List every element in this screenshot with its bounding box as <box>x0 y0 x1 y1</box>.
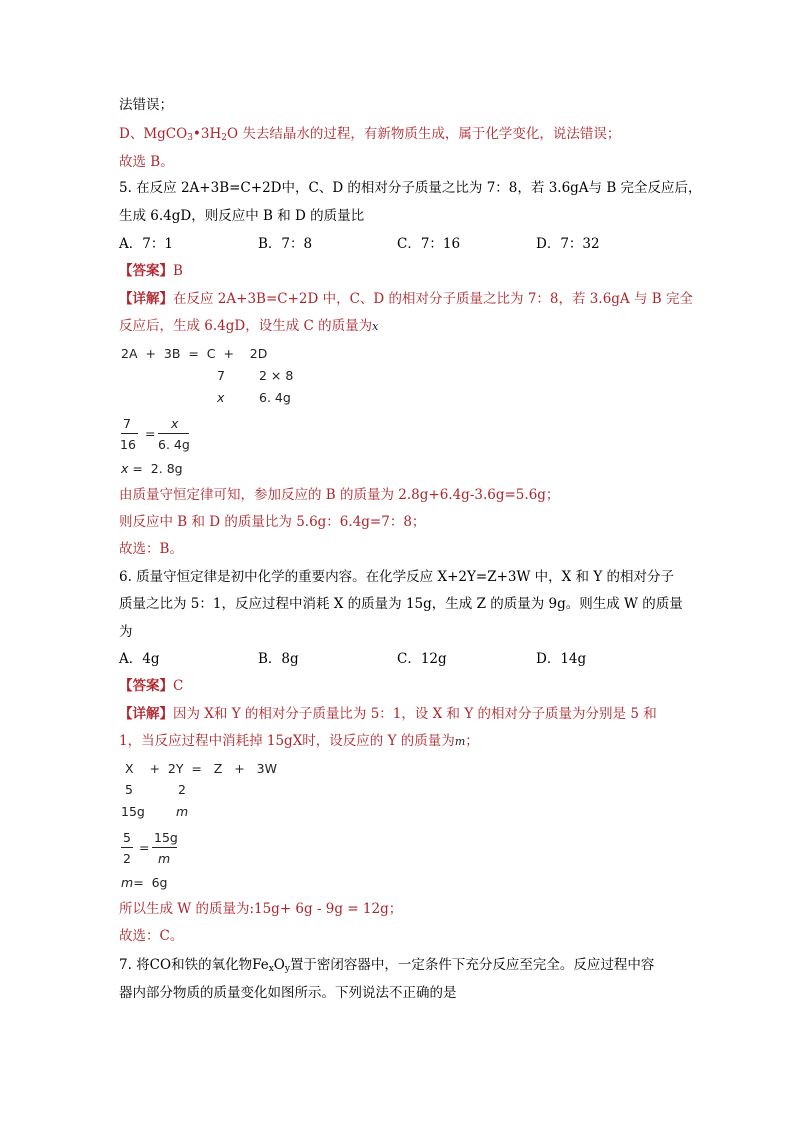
q5-result <box>121 460 183 478</box>
intro-line-2-sub2: 2 <box>221 133 227 143</box>
q6-fraction-right-num: 15g <box>154 830 178 845</box>
q7-stem-sub-x: x <box>268 964 274 974</box>
q5-option-b: B．7：8 <box>258 236 313 252</box>
q7-stem-line-1 <box>119 955 654 979</box>
intro-line-3: 故选 B。 <box>119 154 174 170</box>
q5-fraction-left-num: 7 <box>123 416 131 431</box>
q5-equation-row-2a: 7 <box>217 368 225 383</box>
intro-line-2-b: •3H <box>192 126 222 142</box>
q6-analysis-text-1: 因为 X和 Y 的相对分子质量比为 5：1，设 X 和 Y 的相对分子质量为分别是 5 和 <box>173 706 657 722</box>
q5-answer <box>119 261 183 281</box>
q6-fraction-equals: = <box>139 840 150 855</box>
q6-stem-line-1: 6. 质量守恒定律是初中化学的重要内容。在化学反应 X+2Y=Z+3W 中，X 和 Y 的相对分子 <box>119 569 675 585</box>
q6-result <box>121 874 168 892</box>
q5-equation-row-3a: x <box>217 390 225 405</box>
q6-equation-row-2a: 5 <box>125 782 133 797</box>
q5-result-value: = 2. 8g <box>128 461 183 476</box>
q6-equation-row-2b: 2 <box>178 782 186 797</box>
q6-conclusion-2: 故选：C。 <box>119 928 184 944</box>
q5-fraction-right-den: 6. 4g <box>158 437 190 452</box>
q5-option-c: C．7：16 <box>397 236 461 252</box>
q6-stem-line-3: 为 <box>119 624 133 640</box>
q6-analysis-end: ； <box>465 733 479 749</box>
q6-analysis-text-2: 1，当反应过程中消耗掉 15gX时，设反应的 Y 的质量为 <box>119 733 455 749</box>
q6-analysis-var: m <box>454 735 466 748</box>
q5-analysis-line-2 <box>119 316 378 337</box>
intro-line-2-a: D、MgCO <box>119 126 188 142</box>
intro-line-2-sub1: 3 <box>187 133 193 143</box>
q7-stem-1b: O <box>273 957 285 973</box>
q6-option-a: A．4g <box>119 651 160 667</box>
q7-stem-line-2: 器内部分物质的质量变化如图所示。下列说法不正确的是 <box>119 985 457 1001</box>
q6-fraction-left-num: 5 <box>123 830 131 845</box>
q5-conclusion-2: 则反应中 B 和 D 的质量比为 5.6g：6.4g=7：8； <box>119 514 426 530</box>
q6-equation-row-3b: m <box>176 804 189 819</box>
q5-equation-row-3b: 6. 4g <box>259 390 291 405</box>
q6-analysis-line-1 <box>119 704 657 724</box>
q5-analysis-tag: 【详解】 <box>119 291 173 307</box>
q6-analysis-tag: 【详解】 <box>119 706 173 722</box>
q5-fraction-right-num: x <box>171 416 179 431</box>
q6-result-value: = 6g <box>133 875 168 890</box>
q6-equation-row-1: X + 2Y = Z + 3W <box>125 761 277 776</box>
q5-result-var: x <box>121 461 129 476</box>
q6-fraction-left-den: 2 <box>123 851 131 866</box>
q5-stem-line-2: 生成 6.4gD，则反应中 B 和 D 的质量比 <box>119 208 365 224</box>
q6-option-b: B．8g <box>258 651 299 667</box>
q7-stem-1a: 7. 将CO和铁的氧化物Fe <box>119 957 269 973</box>
q5-analysis-var: x <box>372 320 379 333</box>
q6-analysis-line-2 <box>119 731 479 752</box>
q6-answer <box>119 676 183 696</box>
intro-line-2-c: O 失去结晶水的过程，有新物质生成，属于化学变化，说法错误； <box>226 126 621 142</box>
q6-result-var: m <box>121 875 134 890</box>
q6-equation-row-3a: 15g <box>121 804 145 819</box>
q5-option-d: D．7：32 <box>536 236 600 252</box>
q5-option-a: A．7：1 <box>119 236 173 252</box>
q6-option-d: D．14g <box>536 651 587 667</box>
q5-answer-tag: 【答案】 <box>119 263 173 279</box>
q5-answer-value: B <box>173 263 183 279</box>
intro-line-2 <box>119 124 620 148</box>
q6-stem-line-2: 质量之比为 5：1，反应过程中消耗 X 的质量为 15g，生成 Z 的质量为 9g。则生成 W 的质量 <box>119 596 683 612</box>
q5-analysis-line-1 <box>119 289 693 309</box>
q6-fraction-right-den: m <box>158 851 171 866</box>
q5-conclusion-1: 由质量守恒定律可知，参加反应的 B 的质量为 2.8g+6.4g-3.6g=5.6g； <box>119 487 560 503</box>
q6-conclusion-1: 所以生成 W 的质量为:15g+ 6g - 9g = 12g； <box>119 901 403 917</box>
q6-option-c: C．12g <box>397 651 447 667</box>
q5-analysis-text-1: 在反应 2A+3B=C+2D 中，C、D 的相对分子质量之比为 7：8，若 3.6gA 与 B 完全 <box>173 291 693 307</box>
q5-stem-line-1: 5. 在反应 2A+3B=C+2D中，C、D 的相对分子质量之比为 7：8，若 3.6gA与 B 完全反应后， <box>119 180 702 196</box>
q5-equation-row-1: 2A + 3B = C + 2D <box>121 346 268 361</box>
q5-fraction-left-den: 16 <box>120 437 136 452</box>
q5-fraction-equals: = <box>145 426 156 441</box>
q6-answer-value: C <box>173 678 184 694</box>
intro-line-1: 法错误； <box>119 97 173 113</box>
q5-conclusion-3: 故选：B。 <box>119 541 183 557</box>
q5-analysis-text-2: 反应后，生成 6.4gD，设生成 C 的质量为 <box>119 318 373 334</box>
q5-equation-row-2b: 2 × 8 <box>259 368 294 383</box>
q7-stem-1c: 置于密闭容器中，一定条件下充分反应至完全。反应过程中容 <box>289 957 655 973</box>
q6-answer-tag: 【答案】 <box>119 678 173 694</box>
q7-stem-sub-y: y <box>284 964 290 974</box>
